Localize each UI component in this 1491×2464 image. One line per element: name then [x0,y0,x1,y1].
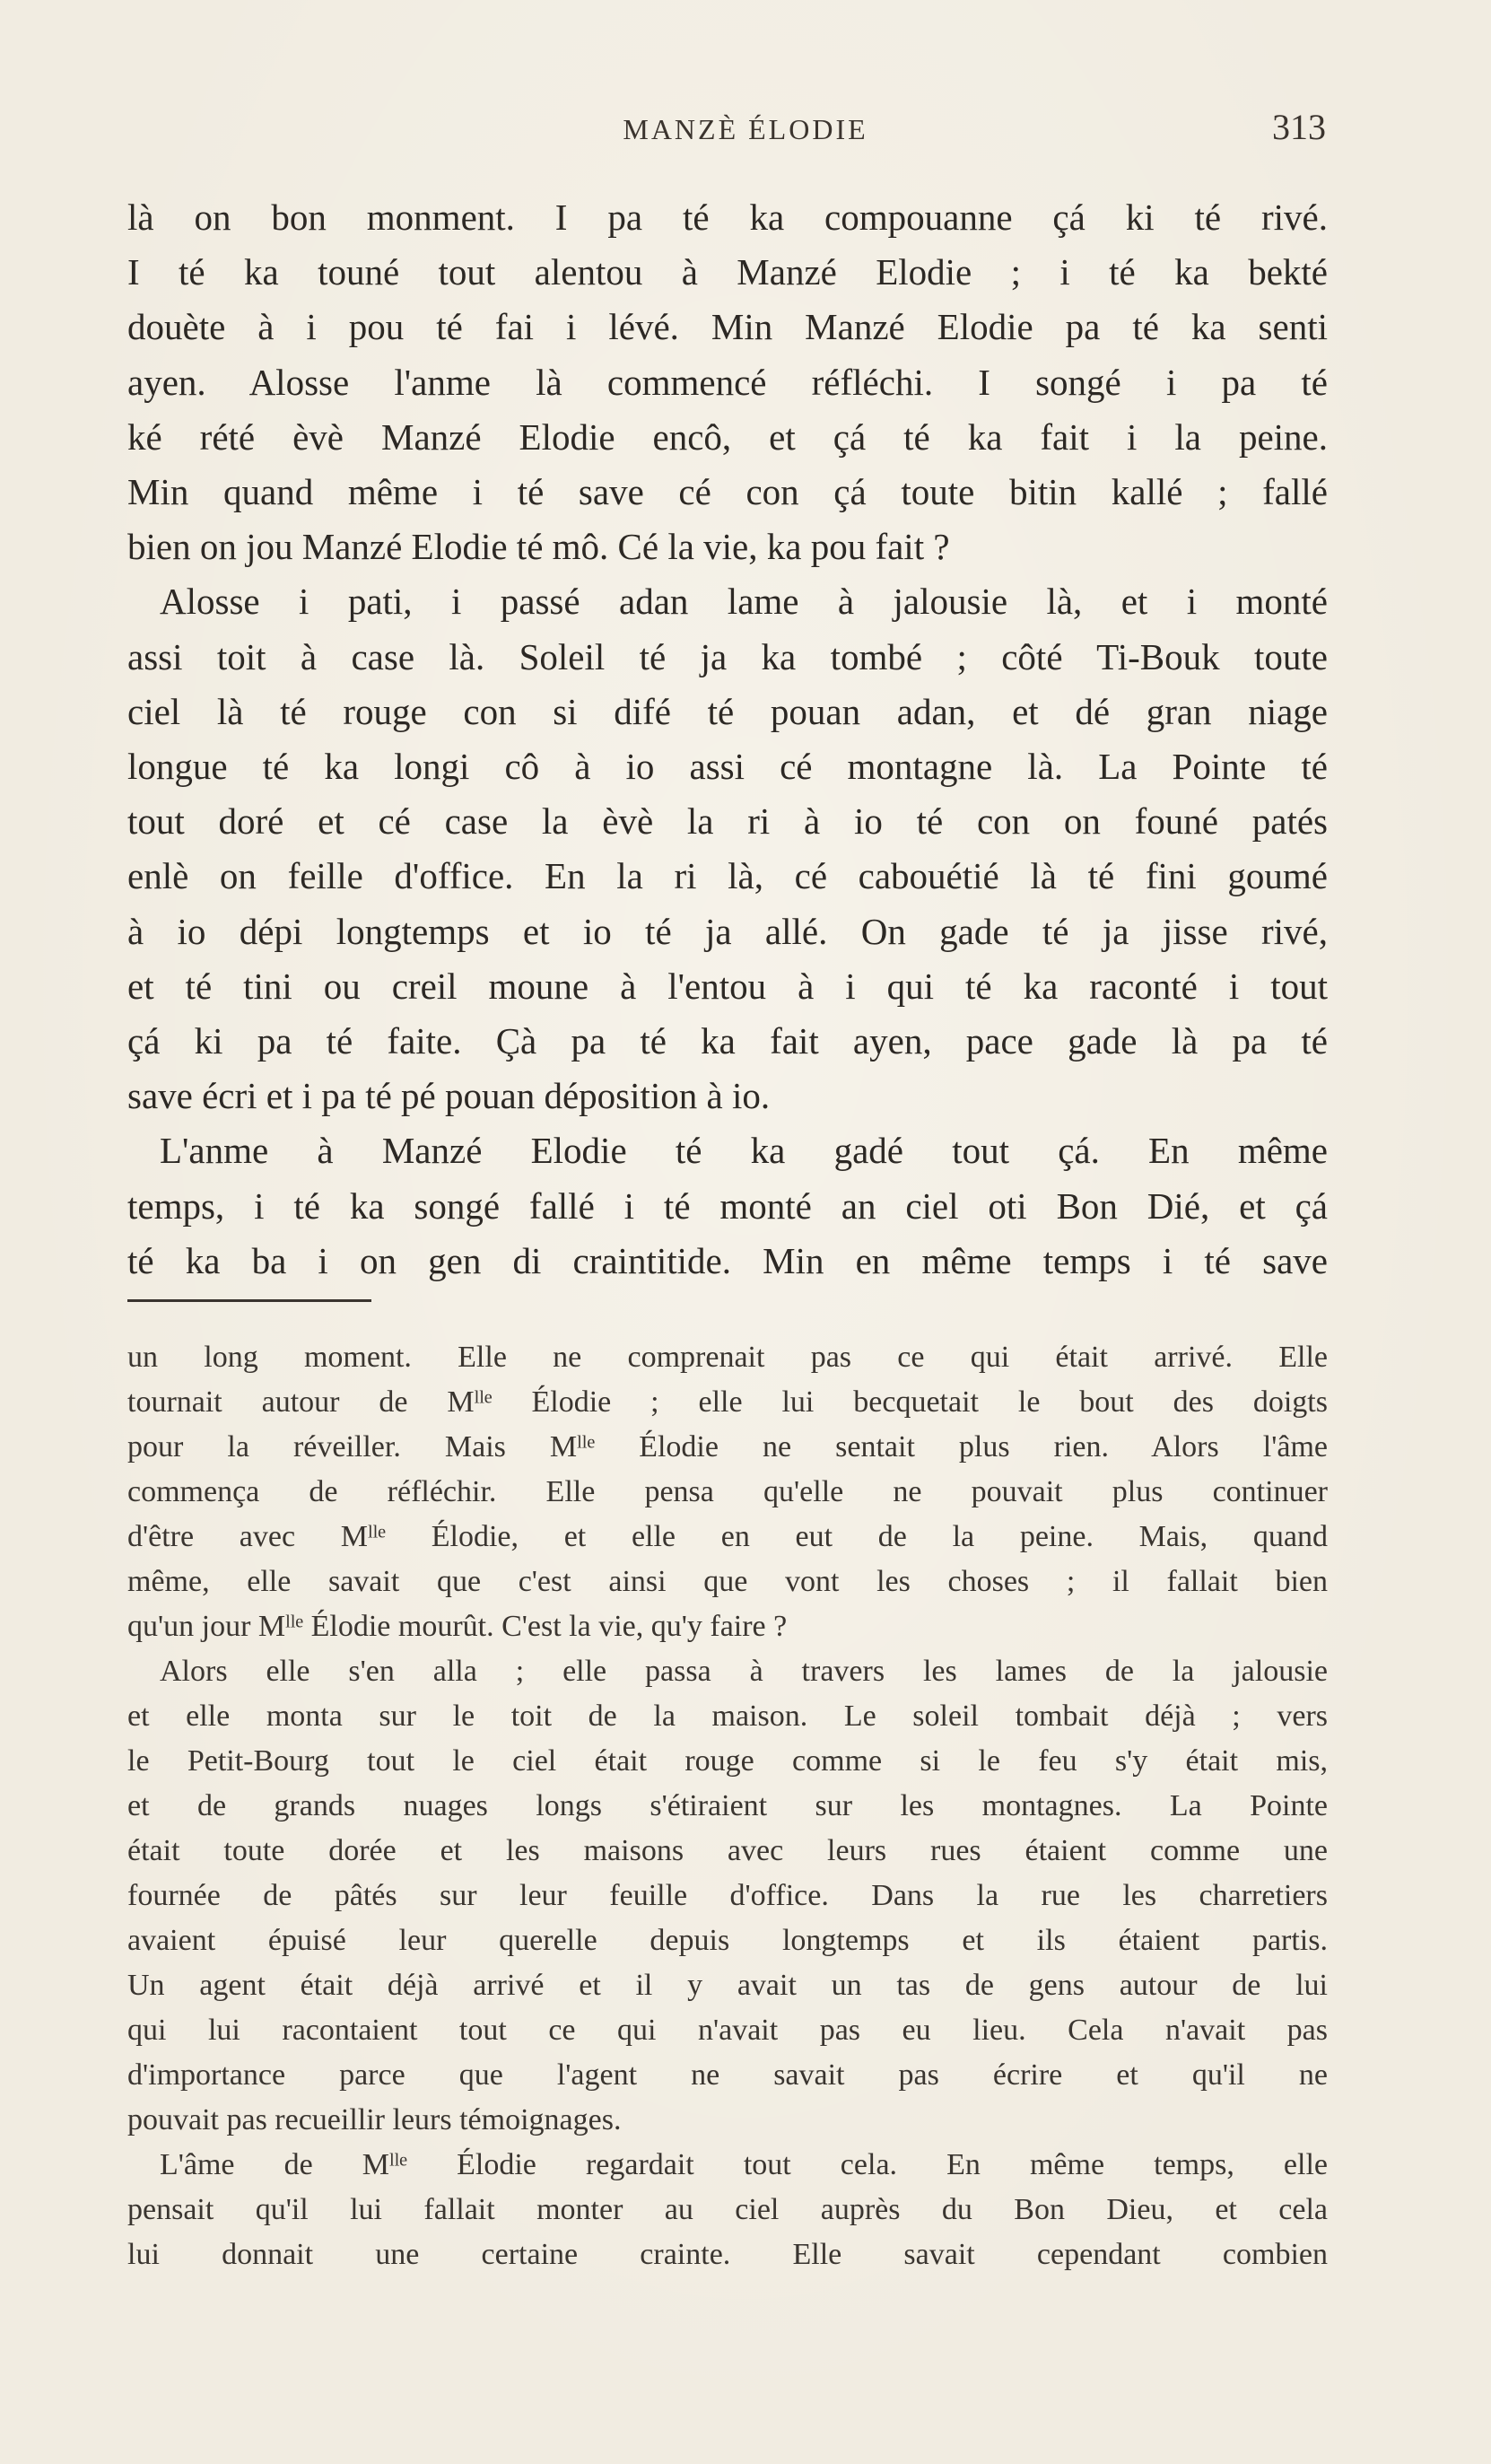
creole-line-13: enlè on feille d'office. En la ri là, cé cabouétié là té fini goumé [127,855,1328,897]
creole-line-17: save écri et i pa té pé pouan déposition à io. [127,1075,771,1117]
footnote-rule [127,1299,371,1302]
french-line-13: fournée de pâtés sur leur feuille d'office. Dans la rue les charretiers [127,1879,1328,1912]
french-line-15: Un agent était déjà arrivé et il y avait un tas de gens autour de lui [127,1969,1328,2002]
running-title: MANZÈ ÉLODIE [623,113,868,145]
french-line-20: pensait qu'il lui fallait monter au ciel auprès du Bon Dieu, et cela [127,2193,1328,2226]
creole-line-9: assi toit à case là. Soleil té ja ka tombé ; côté Ti-Bouk toute [127,635,1328,677]
french-line-19: L'âme de Mˡˡᵉ Élodie regardait tout cela. En même temps, elle [160,2148,1328,2181]
creole-line-16: çá ki pa té faite. Çà pa té ka fait ayen, pace gade là pa té [127,1020,1328,1062]
french-line-6: même, elle savait que c'est ainsi que vont les choses ; il fallait bien [127,1565,1328,1598]
creole-line-14: à io dépi longtemps et io té ja allé. On gade té ja jisse rivé, [127,910,1328,952]
creole-line-7: bien on jou Manzé Elodie té mô. Cé la vie, ka pou fait ? [127,526,950,568]
page-number: 313 [1272,107,1326,147]
creole-line-20: té ka ba i on gen di craintitide. Min en même temps i té save [127,1239,1328,1281]
creole-line-8: Alosse i pati, i passé adan lame à jalousie là, et i monté [160,581,1328,623]
french-line-21: lui donnait une certaine crainte. Elle savait cependant combien [127,2238,1328,2271]
french-line-18: pouvait pas recueillir leurs témoignages. [127,2103,622,2136]
french-line-16: qui lui racontaient tout ce qui n'avait pas eu lieu. Cela n'avait pas [127,2014,1328,2047]
french-line-8: Alors elle s'en alla ; elle passa à travers les lames de la jalousie [160,1655,1328,1688]
creole-line-2: I té ka touné tout alentou à Manzé Elodie ; i té ka bekté [127,251,1328,293]
french-line-17: d'importance parce que l'agent ne savait pas écrire et qu'il ne [127,2058,1328,2092]
creole-line-15: et té tini ou creil moune à l'entou à i qui té ka raconté i tout [127,965,1328,1007]
french-line-10: le Petit-Bourg tout le ciel était rouge comme si le feu s'y était mis, [127,1744,1328,1778]
creole-line-11: longue té ka longi cô à io assi cé montagne là. La Pointe té [127,746,1328,788]
creole-line-5: ké rété èvè Manzé Elodie encô, et çá té ka fait i la peine. [127,415,1328,458]
creole-line-3: douète à i pou té fai i lévé. Min Manzé Elodie pa té ka senti [127,306,1328,348]
french-translation [127,1335,1328,2277]
creole-text [127,190,1328,1289]
creole-line-6: Min quand même i té save cé con çá toute bitin kallé ; fallé [127,471,1328,513]
french-line-1: un long moment. Elle ne comprenait pas ce qui était arrivé. Elle [127,1341,1328,1374]
creole-line-12: tout doré et cé case la èvè la ri à io té con on founé patés [127,800,1328,843]
french-line-14: avaient épuisé leur querelle depuis longtemps et ils étaient partis. [127,1924,1328,1957]
french-line-9: et elle monta sur le toit de la maison. Le soleil tombait déjà ; vers [127,1699,1328,1733]
creole-line-10: ciel là té rouge con si difé té pouan adan, et dé gran niage [127,690,1328,732]
french-line-3: pour la réveiller. Mais Mˡˡᵉ Élodie ne sentait plus rien. Alors l'âme [127,1430,1328,1464]
french-line-4: commença de réfléchir. Elle pensa qu'elle ne pouvait plus continuer [127,1475,1328,1508]
creole-line-19: temps, i té ka songé fallé i té monté an ciel oti Bon Dié, et çá [127,1184,1328,1227]
french-line-5: d'être avec Mˡˡᵉ Élodie, et elle en eut de la peine. Mais, quand [127,1520,1328,1553]
french-line-7: qu'un jour Mˡˡᵉ Élodie mourût. C'est la vie, qu'y faire ? [127,1610,788,1643]
french-line-11: et de grands nuages longs s'étiraient sur les montagnes. La Pointe [127,1789,1328,1822]
creole-line-4: ayen. Alosse l'anme là commencé réfléchi. I songé i pa té [127,361,1328,403]
creole-line-1: là on bon monment. I pa té ka compouanne çá ki té rivé. [127,197,1328,238]
running-head [0,106,1491,160]
french-line-2: tournait autour de Mˡˡᵉ Élodie ; elle lui becquetait le bout des doigts [127,1385,1328,1419]
french-line-12: était toute dorée et les maisons avec leurs rues étaient comme une [127,1834,1328,1867]
creole-line-18: L'anme à Manzé Elodie té ka gadé tout çá. En même [160,1130,1328,1172]
